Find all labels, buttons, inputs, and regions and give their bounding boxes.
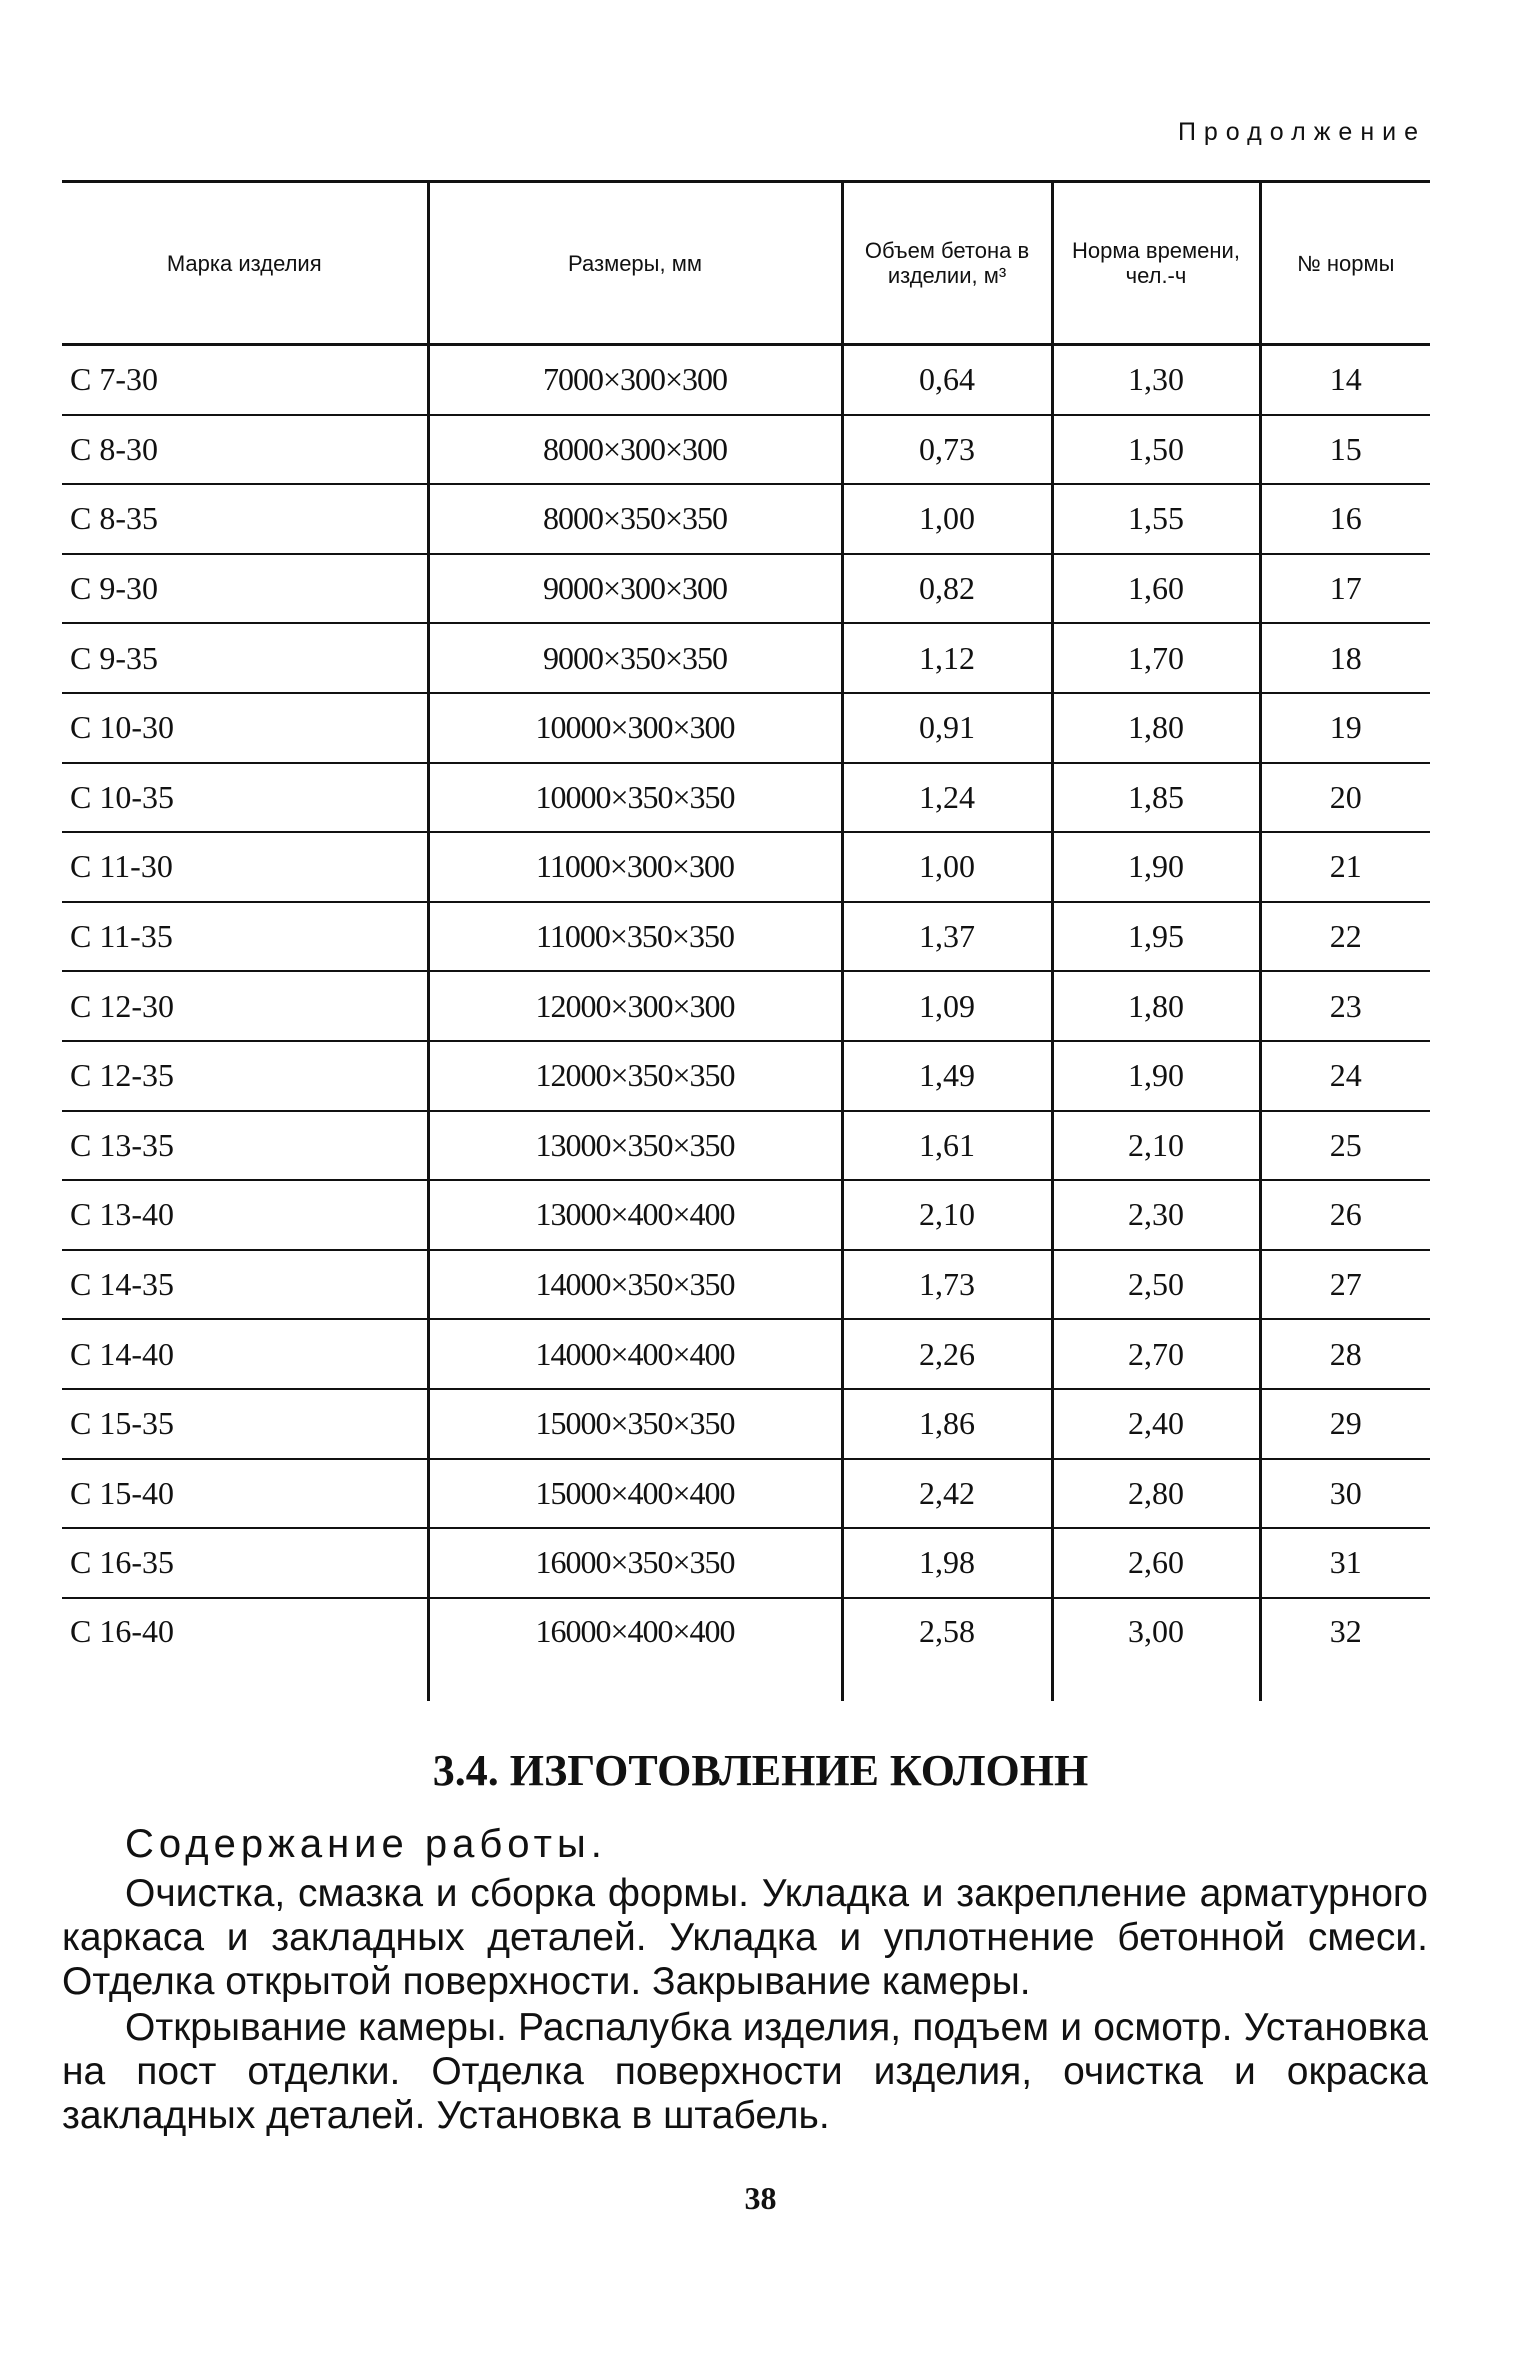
cell-norm: 2,40	[1052, 1389, 1260, 1459]
cell-volume: 2,26	[842, 1319, 1052, 1389]
table-row	[62, 1041, 1430, 1111]
table-row	[62, 1111, 1430, 1181]
table-row	[62, 1250, 1430, 1320]
cell-size: 10000×350×350	[428, 763, 842, 833]
cell-norm: 1,60	[1052, 554, 1260, 624]
cell-norm: 2,70	[1052, 1319, 1260, 1389]
cell-norm: 1,55	[1052, 484, 1260, 554]
cell-volume: 1,73	[842, 1250, 1052, 1320]
cell-norm: 1,80	[1052, 693, 1260, 763]
work-paragraph-2: Открывание камеры. Распалубка изделия, подъем и осмотр. Установка на пост отделки. Отделка поверхности изделия, очистка и окраска закладных деталей. Установка в штабель.	[62, 2006, 1428, 2137]
cell-number: 21	[1260, 832, 1430, 902]
column-header-size: Размеры, мм	[428, 182, 842, 345]
cell-norm: 2,10	[1052, 1111, 1260, 1181]
cell-mark: С 12-30	[62, 971, 428, 1041]
cell-mark: С 11-35	[62, 902, 428, 972]
cell-mark: С 11-30	[62, 832, 428, 902]
table-row	[62, 1319, 1430, 1389]
cell-number: 25	[1260, 1111, 1430, 1181]
table-body	[62, 345, 1430, 1701]
cell-mark: С 15-35	[62, 1389, 428, 1459]
cell-mark: С 10-35	[62, 763, 428, 833]
cell-size: 12000×300×300	[428, 971, 842, 1041]
cell-volume: 2,10	[842, 1180, 1052, 1250]
table-row	[62, 763, 1430, 833]
cell-size: 13000×350×350	[428, 1111, 842, 1181]
cell-number: 23	[1260, 971, 1430, 1041]
cell-norm: 3,00	[1052, 1598, 1260, 1701]
cell-norm: 1,80	[1052, 971, 1260, 1041]
table-row	[62, 902, 1430, 972]
cell-norm: 2,30	[1052, 1180, 1260, 1250]
work-paragraph-1: Очистка, смазка и сборка формы. Укладка и закрепление арматурного каркаса и закладных деталей. Укладка и уплотнение бетонной смеси. Отделка открытой поверхности. Закрывание камеры.	[62, 1872, 1428, 2003]
table-row	[62, 693, 1430, 763]
cell-volume: 1,49	[842, 1041, 1052, 1111]
table-row	[62, 1459, 1430, 1529]
cell-volume: 2,42	[842, 1459, 1052, 1529]
table-row	[62, 484, 1430, 554]
table-row	[62, 554, 1430, 624]
cell-number: 18	[1260, 623, 1430, 693]
cell-volume: 1,98	[842, 1528, 1052, 1598]
cell-norm: 2,50	[1052, 1250, 1260, 1320]
cell-volume: 0,73	[842, 415, 1052, 485]
table-header	[62, 182, 1430, 345]
cell-norm: 1,85	[1052, 763, 1260, 833]
cell-size: 14000×350×350	[428, 1250, 842, 1320]
cell-size: 7000×300×300	[428, 345, 842, 415]
cell-size: 11000×350×350	[428, 902, 842, 972]
column-header-volume: Объем бетона в изделии, м³	[842, 182, 1052, 345]
cell-number: 28	[1260, 1319, 1430, 1389]
cell-number: 14	[1260, 345, 1430, 415]
cell-norm: 1,70	[1052, 623, 1260, 693]
cell-number: 27	[1260, 1250, 1430, 1320]
cell-volume: 0,82	[842, 554, 1052, 624]
cell-norm: 1,50	[1052, 415, 1260, 485]
section-title: 3.4. ИЗГОТОВЛЕНИЕ КОЛОНН	[432, 1746, 1089, 1795]
cell-mark: С 16-40	[70, 1612, 174, 1649]
cell-number: 20	[1260, 763, 1430, 833]
table-row	[62, 971, 1430, 1041]
cell-mark: С 13-35	[62, 1111, 428, 1181]
cell-volume: 1,61	[842, 1111, 1052, 1181]
norms-table-container	[62, 180, 1430, 1701]
cell-mark: С 10-30	[62, 693, 428, 763]
column-header-norm: Норма времени, чел.-ч	[1052, 182, 1260, 345]
cell-size: 11000×300×300	[428, 832, 842, 902]
cell-volume: 1,37	[842, 902, 1052, 972]
cell-volume: 1,12	[842, 623, 1052, 693]
cell-mark: С 8-35	[62, 484, 428, 554]
table-row	[62, 1528, 1430, 1598]
table-row	[62, 623, 1430, 693]
norms-table	[62, 180, 1430, 1701]
table-row	[62, 345, 1430, 415]
cell-size: 13000×400×400	[428, 1180, 842, 1250]
cell-mark: С 13-40	[62, 1180, 428, 1250]
cell-number: 26	[1260, 1180, 1430, 1250]
table-row	[62, 832, 1430, 902]
table-row	[62, 415, 1430, 485]
cell-number: 24	[1260, 1041, 1430, 1111]
cell-size: 14000×400×400	[428, 1319, 842, 1389]
cell-size: 9000×300×300	[428, 554, 842, 624]
cell-size: 8000×300×300	[428, 415, 842, 485]
cell-number: 31	[1260, 1528, 1430, 1598]
cell-size: 12000×350×350	[428, 1041, 842, 1111]
cell-volume: 0,91	[842, 693, 1052, 763]
cell-size: 8000×350×350	[428, 484, 842, 554]
table-row	[62, 1180, 1430, 1250]
cell-number: 32	[1260, 1598, 1430, 1701]
cell-size: 15000×350×350	[428, 1389, 842, 1459]
cell-mark: С 12-35	[62, 1041, 428, 1111]
cell-volume: 2,58	[842, 1598, 1052, 1701]
table-row	[62, 1389, 1430, 1459]
cell-number: 19	[1260, 693, 1430, 763]
cell-mark: С 7-30	[62, 345, 428, 415]
cell-volume: 1,00	[842, 832, 1052, 902]
cell-mark: С 16-35	[62, 1528, 428, 1598]
cell-volume: 0,64	[842, 345, 1052, 415]
cell-number: 15	[1260, 415, 1430, 485]
column-header-number: № нормы	[1260, 182, 1430, 345]
cell-number: 30	[1260, 1459, 1430, 1529]
page-number: 38	[744, 2180, 777, 2216]
column-header-mark: Марка изделия	[62, 182, 428, 345]
cell-norm: 2,80	[1052, 1459, 1260, 1529]
cell-norm: 1,90	[1052, 832, 1260, 902]
cell-size: 16000×350×350	[428, 1528, 842, 1598]
cell-norm: 1,95	[1052, 902, 1260, 972]
cell-size: 16000×400×400	[428, 1598, 842, 1701]
cell-number: 17	[1260, 554, 1430, 624]
cell-volume: 1,86	[842, 1389, 1052, 1459]
cell-number: 16	[1260, 484, 1430, 554]
cell-volume: 1,00	[842, 484, 1052, 554]
table-row	[62, 1598, 1430, 1701]
cell-norm: 1,90	[1052, 1041, 1260, 1111]
cell-number: 29	[1260, 1389, 1430, 1459]
cell-mark: С 8-30	[62, 415, 428, 485]
continued-label: Продолжение	[1177, 118, 1426, 146]
cell-size: 10000×300×300	[428, 693, 842, 763]
cell-size: 9000×350×350	[428, 623, 842, 693]
cell-norm: 2,60	[1052, 1528, 1260, 1598]
cell-mark: С 14-40	[62, 1319, 428, 1389]
cell-mark: С 9-30	[62, 554, 428, 624]
cell-norm: 1,30	[1052, 345, 1260, 415]
work-content-heading: Содержание работы.	[125, 1822, 607, 1866]
cell-volume: 1,09	[842, 971, 1052, 1041]
cell-number: 22	[1260, 902, 1430, 972]
cell-mark: С 15-40	[62, 1459, 428, 1529]
cell-mark: С 14-35	[62, 1250, 428, 1320]
cell-mark: С 9-35	[62, 623, 428, 693]
cell-volume: 1,24	[842, 763, 1052, 833]
cell-size: 15000×400×400	[428, 1459, 842, 1529]
